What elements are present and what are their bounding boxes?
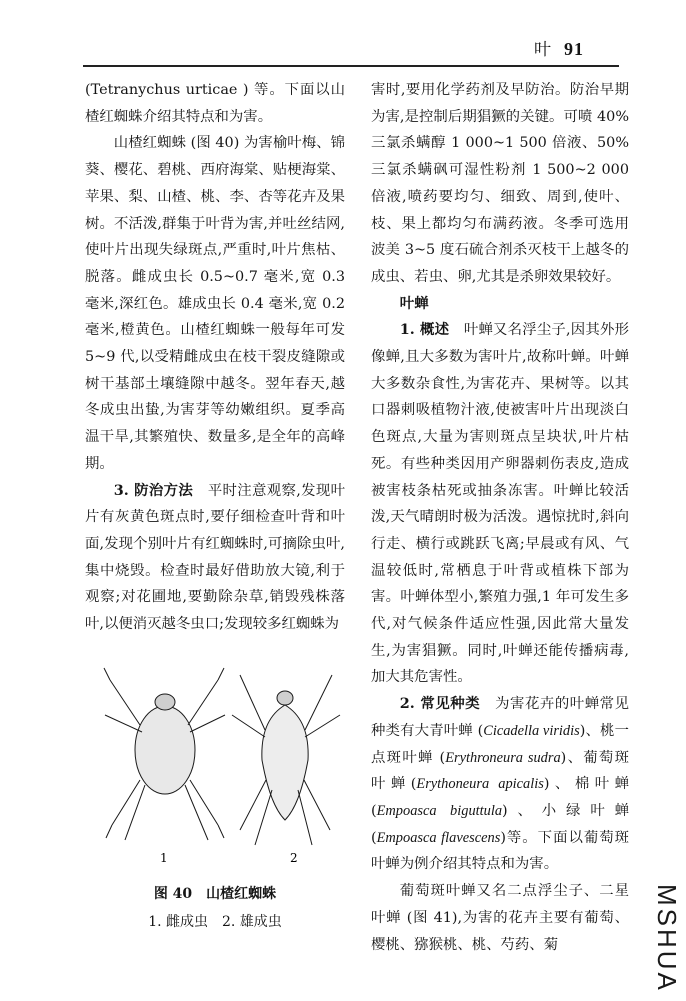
- species-text-f: )等。下面以葡萄斑叶蝉为例介绍其特点和为害。: [371, 829, 629, 873]
- figure-caption: [85, 880, 345, 936]
- figure-label-2: 2: [290, 851, 298, 865]
- species-text-c: )、葡萄斑叶蝉(: [371, 749, 629, 793]
- left-column: [85, 77, 345, 638]
- species-text-d: )、棉叶蝉(: [371, 776, 629, 819]
- figure-label-1: 1: [160, 851, 168, 865]
- running-header: [534, 35, 584, 60]
- female-mite-drawing: [104, 668, 225, 840]
- figure-caption-sub: 1. 雌成虫 2. 雄成虫: [148, 914, 282, 930]
- right-para-3: [371, 691, 629, 878]
- species-name-3: Erythoneura apicalis: [416, 776, 544, 793]
- male-mite-drawing: [232, 675, 340, 845]
- header-rule: [83, 65, 619, 67]
- spider-mite-figure: [100, 640, 350, 870]
- watermark: MSHUA: [652, 884, 682, 993]
- species-text-b: )、桃一点斑叶蝉 (: [371, 722, 629, 766]
- right-column: [371, 77, 629, 958]
- right-para-4: 葡萄斑叶蝉又名二点浮尘子、二星叶蝉 (图 41),为害的花卉主要有葡萄、樱桃、猕猴桃、桃、芍药、菊: [371, 883, 629, 953]
- species-name-5: Empoasca flavescens: [376, 829, 501, 846]
- header-section: 叶: [534, 40, 552, 60]
- section-title-leafhopper: 叶蝉: [399, 294, 429, 312]
- species-name-2: Erythroneura sudra: [445, 749, 561, 766]
- overview-heading: 1. 概述: [399, 321, 450, 339]
- page-number: 91: [564, 39, 584, 59]
- species-name-4: Empoasca biguttula: [376, 802, 503, 819]
- control-method-heading: 3. 防治方法: [113, 481, 194, 499]
- overview-text: 叶蝉又名浮尘子,因其外形像蝉,且大多数为害叶片,故称叶蝉。叶蝉大多数杂食性,为害花卉、果树等。以其口器刺吸植物汁液,使被害叶片出现淡白色斑点,大量为害则斑点呈块状,叶片枯死。有些种类因用产卵器刺伤表皮,造成被害枝条枯死或抽条冻害。叶蝉比较活泼,天气晴朗时极为活泼。遇惊扰时,斜向行走、横行或跳跃飞离;早晨或有风、气温较低时,常栖息于叶背或植株下部为害。叶蝉体型小,繁殖力强,1 年可发生多代,对气候条件适应性强,因此常大量发生,为害猖獗。同时,叶蝉还能传播病毒,加大其危害性。: [371, 322, 629, 686]
- species-name-1: Cicadella viridis: [483, 722, 580, 739]
- species-text-a: 为害花卉的叶蝉常见种类有大青叶蝉 (: [371, 696, 629, 739]
- left-para-1: (Tetranychus urticae ) 等。下面以山楂红蜘蛛介绍其特点和为害。: [85, 82, 345, 125]
- right-para-2: [371, 317, 629, 691]
- figure-caption-title: 图 40 山楂红蜘蛛: [153, 886, 277, 902]
- right-para-1: 害时,要用化学药剂及早防治。防治早期为害,是控制后期猖獗的关键。可喷 40% 三氯杀螨醇 1 000~1 500 倍液、50% 三氯杀螨砜可湿性粉剂 1 500~2 000 倍液,喷药要均匀、细致、周到,使叶、枝、果上都均匀布满药液。冬季可选用波美 3~5 度石硫合剂杀灭枝干上越冬的成虫、若虫、卵,尤其是杀卵效果较好。: [371, 82, 629, 285]
- left-para-3: [85, 478, 345, 638]
- species-text-e: )、小绿叶蝉(: [371, 802, 629, 846]
- left-para-2: 山楂红蜘蛛 (图 40) 为害榆叶梅、锦葵、樱花、碧桃、西府海棠、贴梗海棠、苹果、梨、山楂、桃、李、杏等花卉及果树。不活泼,群集于叶背为害,并吐丝结网,使叶片出现失绿斑点,严重时,叶片焦枯、脱落。雌成虫长 0.5~0.7 毫米,宽 0.3 毫米,深红色。雄成虫长 0.4 毫米,宽 0.2 毫米,橙黄色。山楂红蜘蛛一般每年可发5~9 代,以受精雌成虫在枝干裂皮缝隙或树干基部土壤缝隙中越冬。翌年春天,越冬成虫出蛰,为害芽等幼嫩组织。夏季高温干旱,其繁殖快、数量多,是全年的高峰期。: [85, 135, 345, 472]
- species-heading: 2. 常见种类: [399, 695, 481, 713]
- control-method-text: 平时注意观察,发现叶片有灰黄色斑点时,要仔细检查叶背和叶面,发现个别叶片有红蜘蛛时,可摘除虫叶,集中烧毁。检查时最好借助放大镜,利于观察;对花圃地,要勤除杂草,销毁残株落叶,以便消灭越冬虫口;发现较多红蜘蛛为: [85, 482, 345, 633]
